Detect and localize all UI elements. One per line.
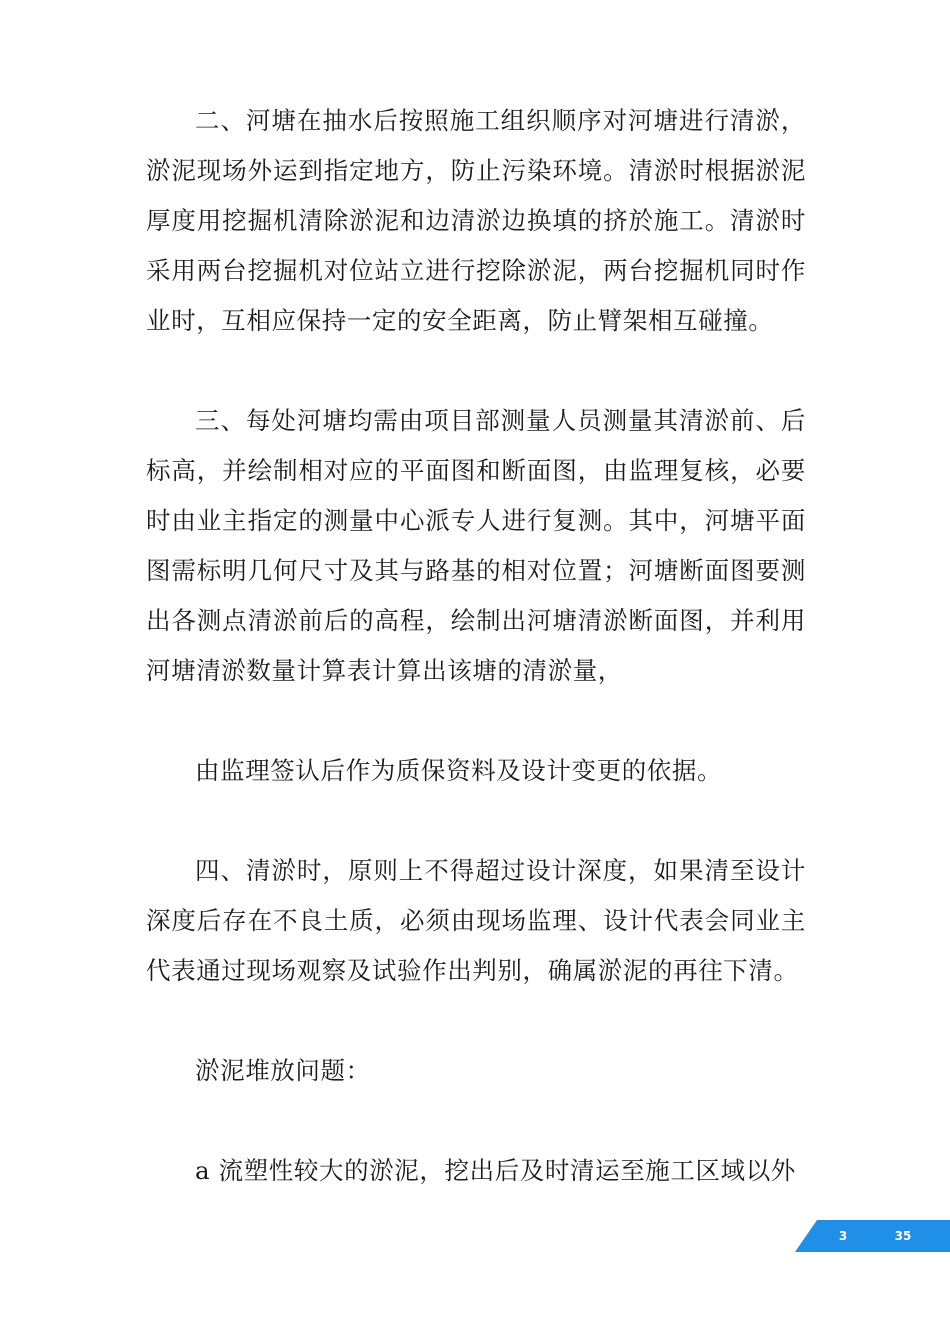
paragraph-3: 三、每处河塘均需由项目部测量人员测量其清淤前、后标高，并绘制相对应的平面图和断面图，由监理复核，必要时由业主指定的测量中心派专人进行复测。其中，河塘平面图需标明几何尺寸及其与路基的相对位置；河塘断面图要测出各测点清淤前后的高程，绘制出河塘清淤断面图，并利用河塘清淤数量计算表计算出该塘的清淤量， xyxy=(146,406,806,685)
paragraph-4: 四、清淤时，原则上不得超过设计深度，如果清至设计深度后存在不良土质，必须由现场监理、设计代表会同业主代表通过现场观察及试验作出判别，确属淤泥的再往下清。 xyxy=(146,856,806,985)
total-page-count: 35 xyxy=(894,1229,912,1243)
page-footer xyxy=(795,1220,950,1252)
current-page-number: 3 xyxy=(838,1229,848,1243)
paragraph-3-continued: 由监理签认后作为质保资料及设计变更的依据。 xyxy=(195,756,723,785)
paragraph-2: 二、河塘在抽水后按照施工组织顺序对河塘进行清淤，淤泥现场外运到指定地方，防止污染环境。清淤时根据淤泥厚度用挖掘机清除淤泥和边清淤边换填的挤於施工。清淤时采用两台挖掘机对位站立进行挖除淤泥，两台挖掘机同时作业时，互相应保持一定的安全距离，防止臂架相互碰撞。 xyxy=(146,106,806,335)
section-heading-sludge-stacking: 淤泥堆放问题： xyxy=(195,1056,371,1085)
list-item-a: a 流塑性较大的淤泥，挖出后及时清运至施工区域以外 xyxy=(195,1156,796,1185)
footer-accent-shape xyxy=(795,1220,950,1252)
document-body xyxy=(146,96,806,1196)
